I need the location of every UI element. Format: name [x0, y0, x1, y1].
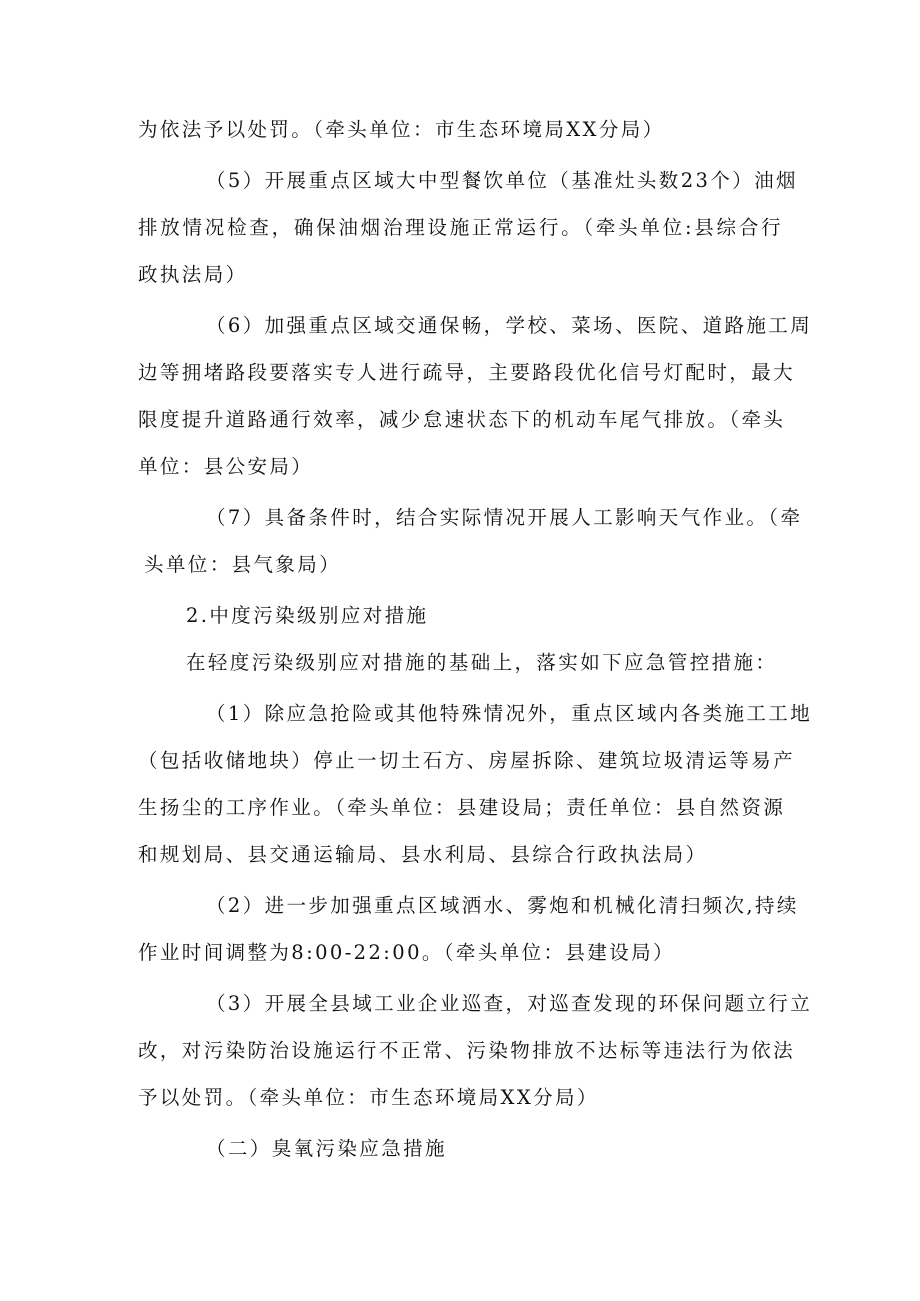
paragraph-line: 生扬尘的工序作业。（牵头单位：县建设局；责任单位：县自然资源 — [138, 796, 786, 819]
paragraph-line: 改，对污染防治设施运行不正常、污染物排放不达标等违法行为依法 — [138, 1039, 796, 1062]
section-heading: （二）臭氧污染应急措施 — [206, 1137, 447, 1160]
paragraph-line: 作业时间调整为8:00-22:00。（牵头单位：县建设局） — [138, 941, 675, 964]
paragraph-line: （6）加强重点区域交通保畅，学校、菜场、医院、道路施工周 — [206, 314, 813, 337]
paragraph-line: （7）具备条件时，结合实际情况开展人工影响天气作业。（牵 — [206, 506, 803, 529]
paragraph-line: 予以处罚。（牵头单位：市生态环境局XX分局） — [138, 1086, 599, 1109]
paragraph-line: 边等拥堵路段要落实专人进行疏导，主要路段优化信号灯配时，最大 — [138, 361, 796, 384]
section-heading: 2.中度污染级别应对措施 — [186, 604, 429, 627]
paragraph-line: 限度提升道路通行效率，减少怠速状态下的机动车尾气排放。（牵头 — [138, 408, 786, 431]
paragraph-line: 头单位：县气象局） — [144, 553, 342, 576]
paragraph-line: 为依法予以处罚。（牵头单位：市生态环境局XX分局） — [138, 118, 665, 141]
paragraph-line: 在轻度污染级别应对措施的基础上，落实如下应急管控措施： — [186, 651, 778, 674]
paragraph-line: （5）开展重点区域大中型餐饮单位（基准灶头数23个）油烟 — [206, 169, 798, 192]
paragraph-line: （2）进一步加强重点区域洒水、雾炮和机械化清扫频次,持续 — [206, 894, 799, 917]
paragraph-line: 排放情况检查，确保油烟治理设施正常运行。（牵头单位:县综合行 — [138, 216, 783, 239]
paragraph-line: （包括收储地块）停止一切土石方、房屋拆除、建筑垃圾清运等易产 — [138, 749, 796, 772]
paragraph-line: 单位：县公安局） — [138, 455, 314, 478]
paragraph-line: （3）开展全县域工业企业巡查，对巡查发现的环保问题立行立 — [206, 992, 813, 1015]
paragraph-line: 和规划局、县交通运输局、县水利局、县综合行政执法局） — [138, 843, 708, 866]
paragraph-line: （1）除应急抢险或其他特殊情况外，重点区域内各类施工工地 — [206, 702, 813, 725]
paragraph-line: 政执法局） — [138, 263, 248, 286]
